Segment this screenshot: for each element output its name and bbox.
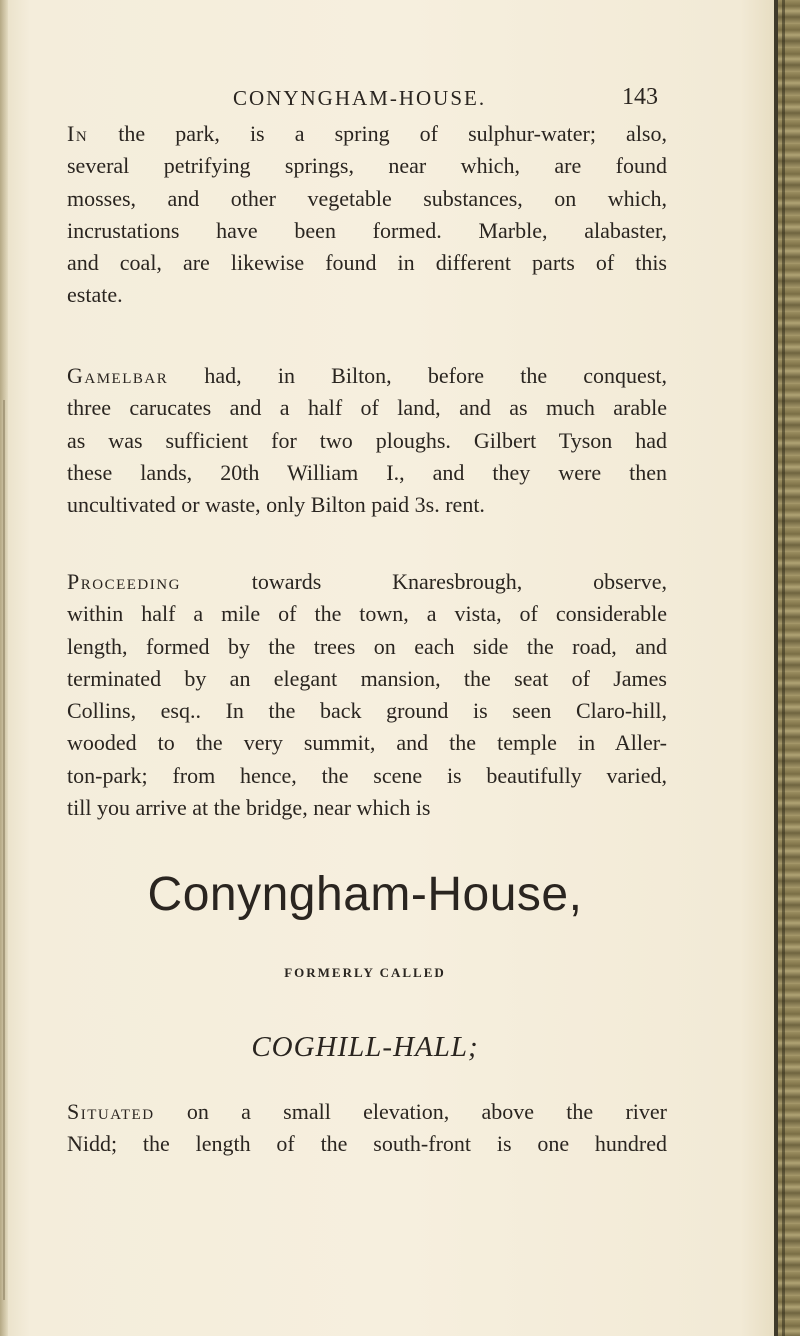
text-line: Situated on a small elevation, above the river bbox=[67, 1099, 667, 1124]
drop-lead-word: Situated bbox=[67, 1099, 155, 1124]
page-number: 143 bbox=[622, 84, 658, 110]
text-line: several petrifying springs, near which, are found bbox=[67, 153, 667, 179]
paragraph-situated bbox=[67, 1096, 667, 1161]
paragraph-park-springs bbox=[67, 118, 667, 312]
text-line: Collins, esq.. In the back ground is seen Claro-hill, bbox=[67, 698, 667, 724]
text-line: as was sufficient for two ploughs. Gilbert Tyson had bbox=[67, 427, 667, 453]
section-title: Conyngham-House, bbox=[147, 868, 583, 921]
book-spine bbox=[774, 0, 800, 1336]
section-subtitle: FORMERLY CALLED bbox=[284, 965, 446, 980]
text-line: ton-park; from hence, the scene is beautifully varied, bbox=[67, 762, 667, 788]
text-line: In the park, is a spring of sulphur-water; also, bbox=[67, 121, 667, 146]
running-head bbox=[0, 84, 800, 114]
drop-lead-word: Gamelbar bbox=[67, 363, 169, 388]
text-line: mosses, and other vegetable substances, on which, bbox=[67, 185, 667, 211]
text-line: and coal, are likewise found in different parts of this bbox=[67, 250, 667, 276]
paragraph-proceeding bbox=[67, 566, 667, 824]
text-line: Proceeding towards Knaresbrough, observe, bbox=[67, 569, 667, 594]
text-line: length, formed by the trees on each side the road, and bbox=[67, 633, 667, 659]
text-line: wooded to the very summit, and the temple in Aller- bbox=[67, 730, 667, 756]
text-line: till you arrive at the bridge, near which is bbox=[67, 795, 431, 821]
text-line: incrustations have been formed. Marble, alabaster, bbox=[67, 217, 667, 243]
drop-lead-word: In bbox=[67, 121, 89, 146]
section-former-name: COGHILL-HALL; bbox=[251, 1031, 479, 1063]
page-left-edge bbox=[0, 0, 8, 1336]
text-line: three carucates and a half of land, and as much arable bbox=[67, 395, 667, 421]
text-line: Gamelbar had, in Bilton, before the conquest, bbox=[67, 363, 667, 388]
text-line: these lands, 20th William I., and they were then bbox=[67, 459, 667, 485]
text-line: estate. bbox=[67, 282, 123, 308]
running-head-title: CONYNGHAM-HOUSE. bbox=[233, 86, 487, 110]
text-line: terminated by an elegant mansion, the seat of James bbox=[67, 665, 667, 691]
paragraph-gamelbar bbox=[67, 360, 667, 521]
text-line: within half a mile of the town, a vista, of considerable bbox=[67, 601, 667, 627]
text-line: uncultivated or waste, only Bilton paid 3s. rent. bbox=[67, 492, 485, 518]
drop-lead-word: Proceeding bbox=[67, 569, 181, 594]
text-line: Nidd; the length of the south-front is one hundred bbox=[67, 1131, 667, 1157]
